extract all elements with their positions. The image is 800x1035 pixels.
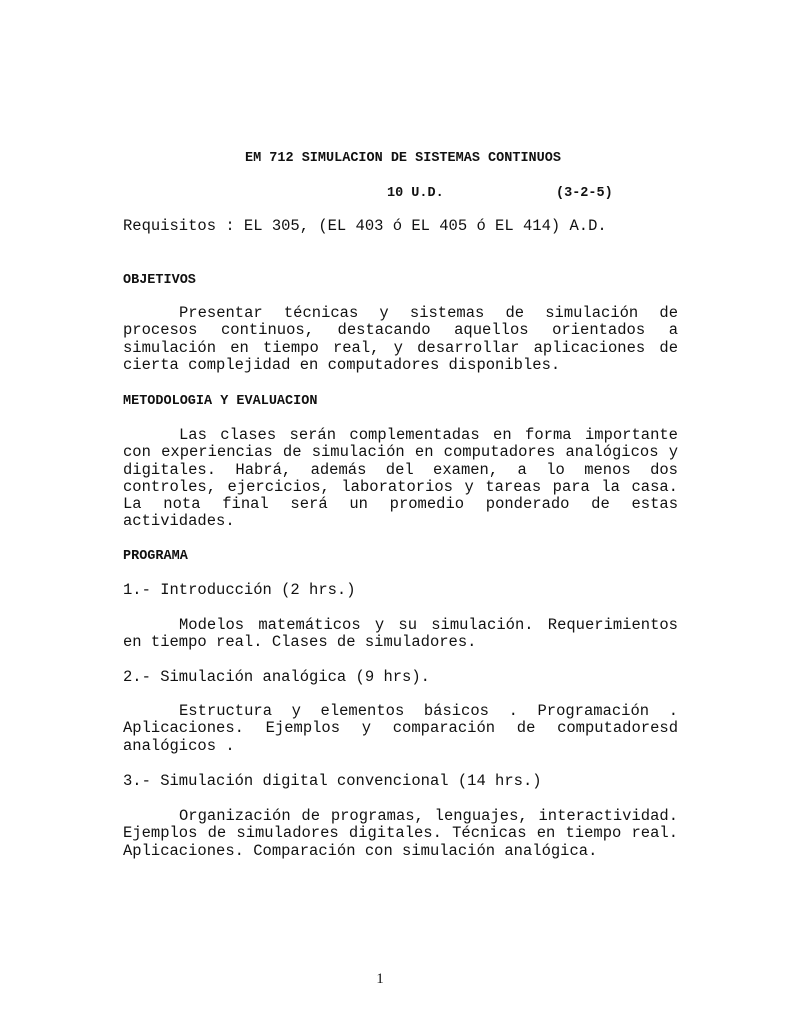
programa-item-3-text: Organización de programas, lenguajes, interactividad. Ejemplos de simuladores digitales. Técnicas en tiempo real. Aplicaciones. Comparación con simulación analógica.: [123, 807, 678, 860]
objetivos-heading: OBJETIVOS: [123, 273, 196, 288]
course-title: EM 712 SIMULACION DE SISTEMAS CONTINUOS: [245, 151, 561, 166]
programa-item-3-title: 3.- Simulación digital convencional (14 hrs.): [123, 772, 542, 790]
course-units: 10 U.D.: [387, 186, 444, 201]
metodologia-heading: METODOLOGIA Y EVALUACION: [123, 394, 318, 409]
page-number: 1: [376, 971, 384, 987]
objetivos-paragraph: Presentar técnicas y sistemas de simulación de procesos continuos, destacando aquellos orientados a simulación en tiempo real, y desarrollar aplicaciones de cierta complejidad en computadores disponibles.: [123, 304, 678, 374]
programa-item-2-text: Estructura y elementos básicos . Programación . Aplicaciones. Ejemplos y comparación de computadoresd analógicos .: [123, 702, 678, 755]
course-hours: (3-2-5): [556, 186, 613, 201]
course-requisites: Requisitos : EL 305, (EL 403 ó EL 405 ó EL 414) A.D.: [123, 217, 607, 235]
programa-heading: PROGRAMA: [123, 549, 188, 564]
programa-item-1-text: Modelos matemáticos y su simulación. Requerimientos en tiempo real. Clases de simuladores.: [123, 616, 678, 652]
programa-item-2-title: 2.- Simulación analógica (9 hrs).: [123, 668, 430, 686]
metodologia-paragraph: Las clases serán complementadas en forma importante con experiencias de simulación en computadores analógicos y digitales. Habrá, además del examen, a lo menos dos controles, ejercicios, laboratorios y tareas para la casa. La nota final será un promedio ponderado de estas actividades.: [123, 426, 678, 531]
programa-item-1-title: 1.- Introducción (2 hrs.): [123, 581, 356, 599]
